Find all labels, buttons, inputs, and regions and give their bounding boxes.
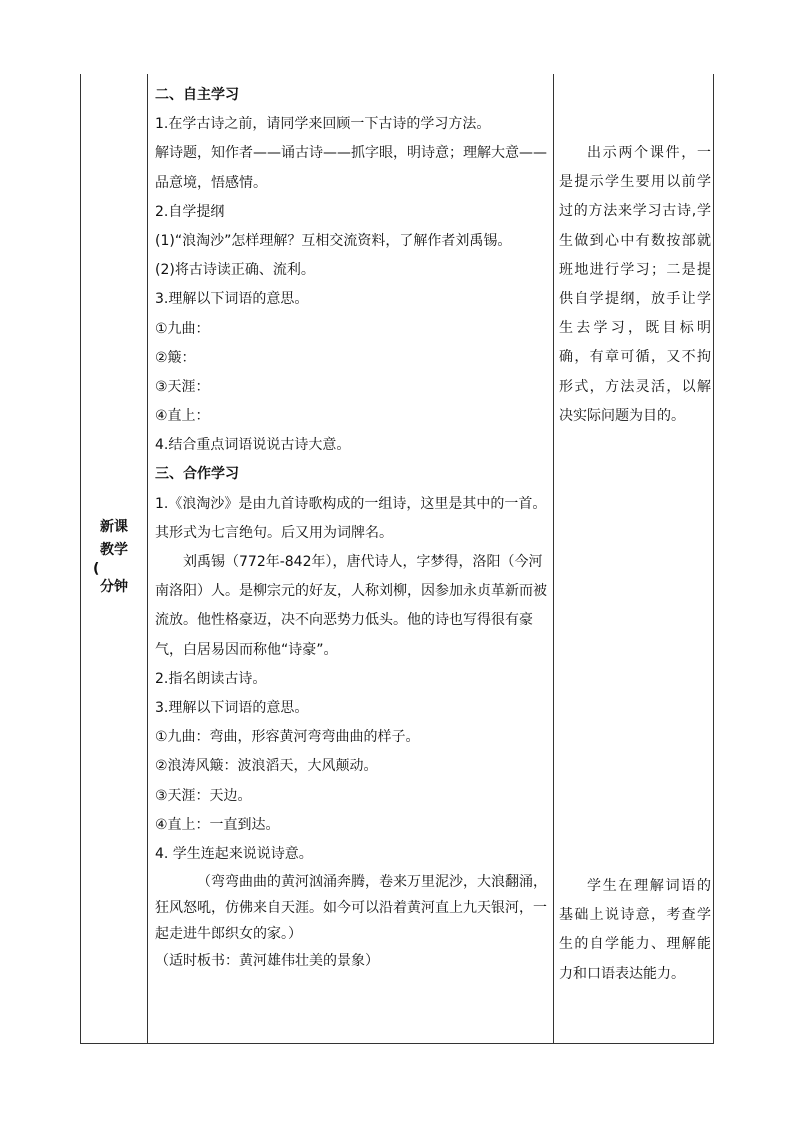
s2-item1-answer: 解诗题，知作者——诵古诗——抓字眼，明诗意；理解大意——品意境，悟感情。 — [155, 145, 547, 191]
s3-word3: ③天涯：天边。 — [155, 787, 252, 804]
s2-item2: 2.自学提纲 — [155, 203, 225, 220]
design-note-2-text: 学生在理解词语的基础上说诗意，考查学生的自学能力、理解能力和口语表达能力。 — [559, 878, 711, 982]
design-note-1-text: 出示两个课件，一是提示学生要用以前学过的方法来学习古诗,学生做到心中有数按部就班地进行学习；二是提供自学提纲，放手让学生去学习，既目标明确，有章可循，又不拘形式，方法灵活，以解决实际问题为目的。 — [559, 145, 711, 424]
s3-word2: ②浪涛风簸：波浪滔天，大风颠动。 — [155, 758, 378, 775]
s3-item2: 2.指名朗读古诗。 — [155, 670, 267, 687]
s2-word4: ④直上： — [155, 408, 210, 425]
section-label — [81, 516, 147, 599]
section3-heading: 三、合作学习 — [155, 466, 239, 483]
section-label-paren: ( — [93, 561, 100, 577]
section2-heading: 二、自主学习 — [155, 87, 239, 103]
s2-item3: 3.理解以下词语的意思。 — [155, 291, 309, 308]
s3-poem-meaning: （弯弯曲曲的黄河汹涌奔腾，卷来万里泥沙，大浪翻涌，狂风怒吼，仿佛来自天涯。如今可以沿着黄河直上九天银河，一起走进牛郎织女的家。） — [155, 874, 547, 943]
s3-board-note: （适时板书：黄河雄伟壮美的景象） — [155, 953, 379, 970]
s3-word4: ④直上：一直到达。 — [155, 816, 280, 833]
s2-item4: 4.结合重点词语说说古诗大意。 — [155, 437, 351, 454]
s2-item2-q2: (2)将古诗读正确、流利。 — [155, 262, 315, 279]
s2-item1: 1.在学古诗之前，请同学来回顾一下古诗的学习方法。 — [155, 116, 491, 133]
design-note-1 — [559, 139, 711, 431]
s3-item3: 3.理解以下词语的意思。 — [155, 700, 309, 717]
s3-word1: ①九曲：弯曲，形容黄河弯弯曲曲的样子。 — [155, 729, 420, 746]
design-note-2 — [559, 872, 711, 989]
s2-word1: ①九曲： — [155, 320, 210, 337]
section-label-line4: 分钟 — [100, 579, 128, 595]
s3-author-bio: 刘禹锡（772年-842年），唐代诗人，字梦得，洛阳（今河南洛阳）人。是柳宗元的好友，人称刘柳，因参加永贞革新而被流放。他性格豪迈，决不向恶势力低头。他的诗也写得很有豪气，白居易因而称他“诗豪”。 — [155, 554, 547, 658]
s2-word2: ②簸： — [155, 349, 196, 366]
main-content — [155, 81, 555, 976]
column-divider-left — [147, 74, 148, 1043]
s2-word3: ③天涯： — [155, 378, 210, 395]
lesson-plan-table — [80, 74, 714, 1044]
s2-item2-q1: (1)“浪淘沙”怎样理解？互相交流资料，了解作者刘禹锡。 — [155, 232, 512, 249]
section-label-line1: 新课 — [100, 519, 128, 535]
s3-item4: 4. 学生连起来说说诗意。 — [155, 846, 313, 863]
section-label-line2: 教学 — [100, 542, 128, 558]
s3-item1: 1.《浪淘沙》是由九首诗歌构成的一组诗，这里是其中的一首。其形式为七言绝句。后又用为词牌名。 — [155, 495, 547, 541]
